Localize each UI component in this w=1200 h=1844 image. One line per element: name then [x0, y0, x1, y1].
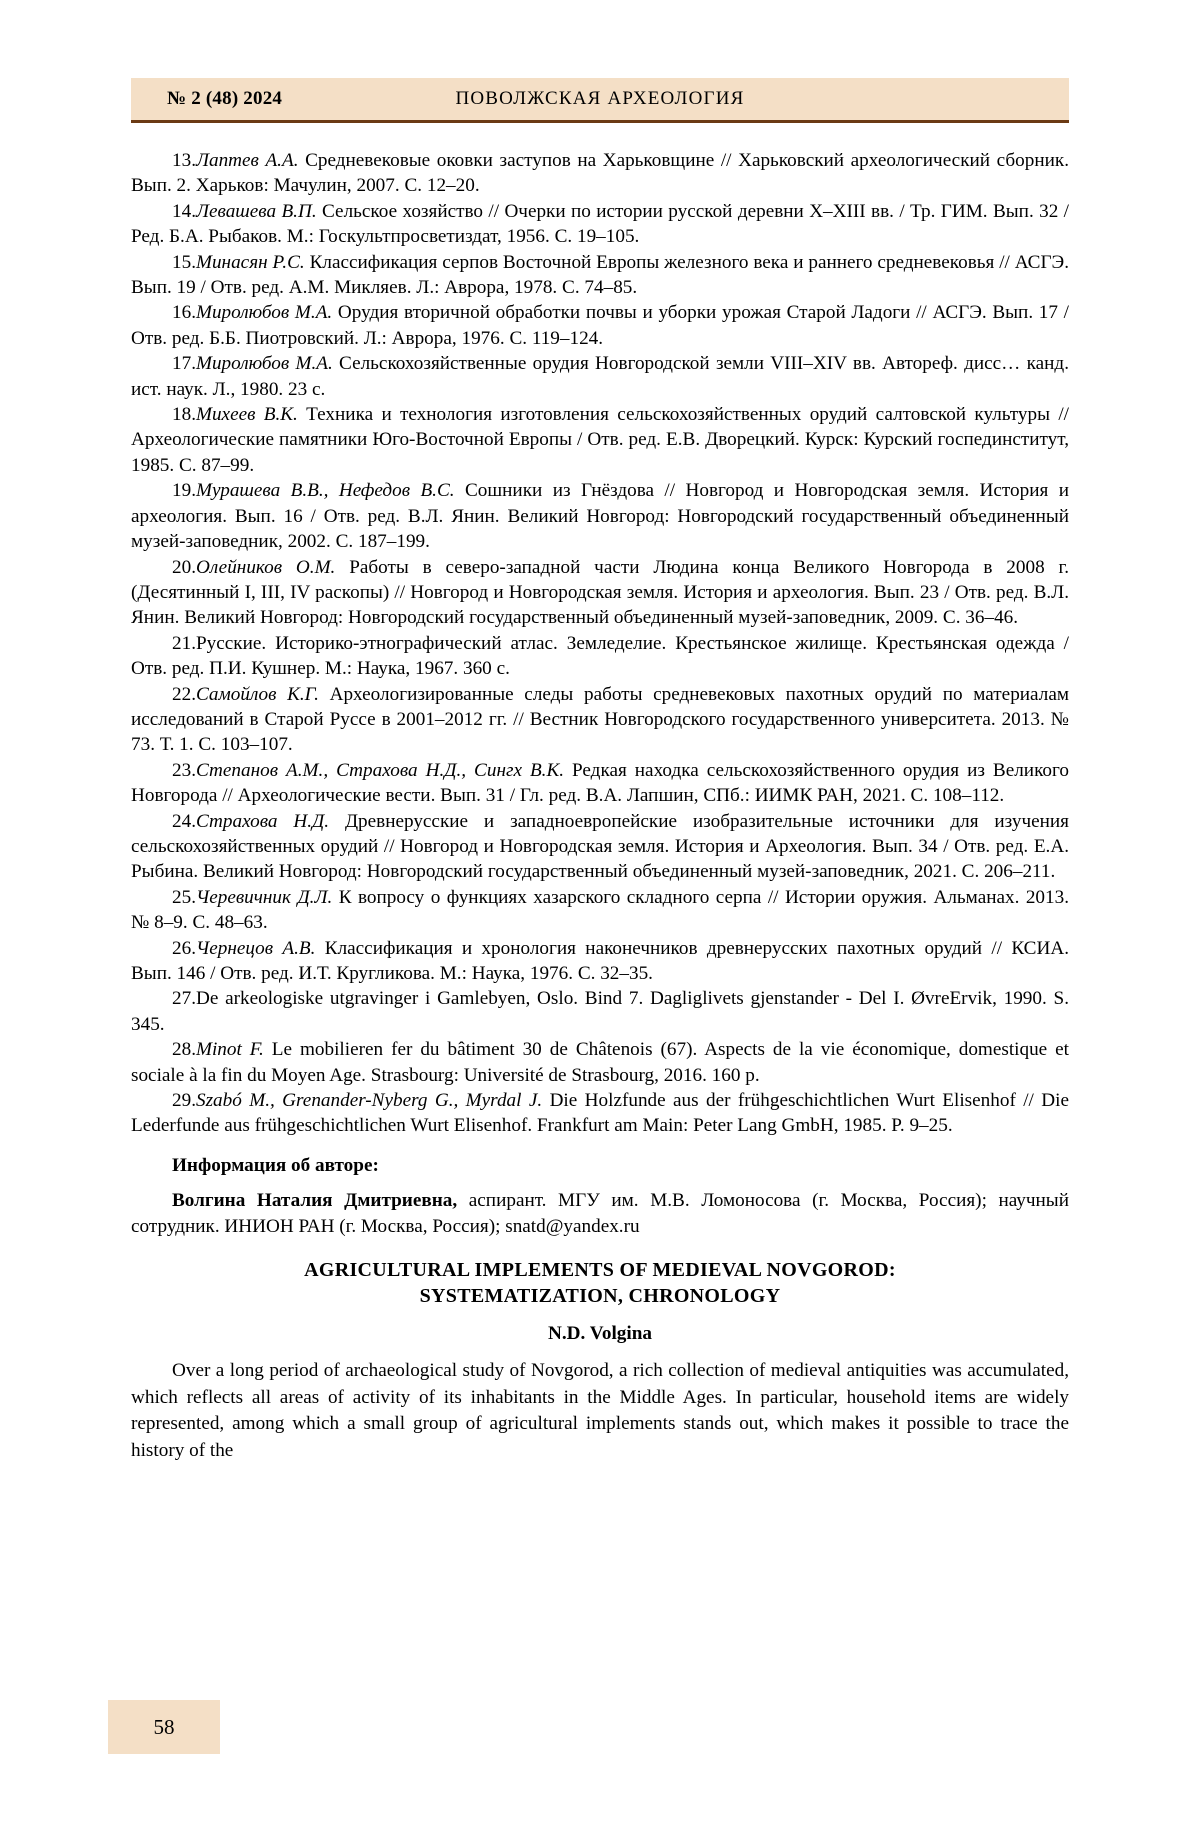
reference-item — [131, 1088, 1069, 1139]
reference-number: 18. — [172, 404, 196, 426]
reference-number: 28. — [172, 1039, 196, 1061]
english-abstract: Over a long period of archaeological study of Novgorod, a rich collection of medieval antiquities was accumulated, which reflects all areas of activity of its inhabitants in the Middle Ages. In particular, household items are widely represented, among which a small group of agricultural implements stands out, which makes it possible to trace the history of the — [131, 1360, 1069, 1461]
author-info — [131, 1188, 1069, 1239]
reference-text: Средневековые оковки заступов на Харьковщине // Харьковский археологический сборник. Вып. 2. Харьков: Мачулин, 2007. С. 12–20. — [131, 150, 1070, 197]
reference-number: 20. — [172, 556, 196, 578]
english-title-line-2: SYSTEMATIZATION, CHRONOLOGY — [419, 1285, 781, 1308]
reference-item — [131, 936, 1069, 987]
reference-author: Минасян Р.С. — [195, 251, 305, 273]
reference-author: Олейников О.М. — [195, 556, 336, 578]
reference-item — [131, 682, 1069, 758]
reference-text: Классификация и хронология наконечников древнерусских пахотных орудий // КСИА. Вып. 146 / Отв. ред. И.Т. Кругликова. М.: Наука, 1976. С. 32–35. — [131, 937, 1069, 984]
reference-item — [131, 402, 1069, 478]
running-head — [131, 78, 1069, 120]
reference-text: Сельское хозяйство // Очерки по истории русской деревни X–XIII вв. / Тр. ГИМ. Вып. 32 / Ред. Б.А. Рыбаков. М.: Госкультпросветиздат, 1956. С. 19–105. — [131, 200, 1070, 248]
reference-number: 19. — [172, 480, 196, 502]
reference-author: Михеев В.К. — [195, 404, 298, 426]
reference-text: Редкая находка сельскохозяйственного орудия из Великого Новгорода // Археологические вести. Вып. 31 / Гл. ред. В.А. Лапшин, СПб.: ИИМК РАН, 2021. С. 108–112. — [131, 759, 1069, 807]
reference-list — [131, 148, 1069, 1464]
reference-item — [131, 631, 1069, 682]
reference-number: 29. — [172, 1090, 196, 1112]
author-name: Волгина Наталия Дмитриевна, — [172, 1190, 458, 1212]
reference-text: Классификация серпов Восточной Европы железного века и раннего средневековья // АСГЭ. Вып. 19 / Отв. ред. А.М. Микляев. Л.: Аврора, 1978. С. 74–85. — [131, 251, 1069, 299]
reference-author: Миролюбов М.А. — [195, 353, 333, 375]
reference-text: Древнерусские и западноевропейские изобразительные источники для изучения сельскохозяйственных орудий // Новгород и Новгородская земля. История и Археология. Вып. 34 / Отв. ред. Е.А. Рыбина. Великий Новгород: Новгородский государственный объединенный музей-заповедник, 2021. С. 206–211. — [131, 810, 1069, 883]
reference-number: 24. — [172, 810, 196, 832]
reference-item — [131, 250, 1069, 301]
reference-item — [131, 478, 1069, 554]
reference-text: Le mobilieren fer du bâtiment 30 de Châtenois (67). Aspects de la vie économique, domestique et sociale à la fin du Moyen Age. Strasbourg: Université de Strasbourg, 2016. 160 p. — [131, 1039, 1069, 1086]
reference-item — [131, 758, 1069, 809]
reference-author: Страхова Н.Д. — [195, 810, 330, 832]
reference-author: Степанов А.М., Страхова Н.Д., Сингх В.К. — [195, 759, 565, 781]
reference-author: Szabó M., Grenander-Nyberg G., Myrdal J. — [195, 1090, 543, 1112]
reference-item — [131, 351, 1069, 402]
header-divider — [131, 120, 1069, 123]
reference-author: Черевичник Д.Л. — [195, 886, 333, 908]
reference-text: Die Holzfunde aus der frühgeschichtlichen Wurt Elisenhof // Die Lederfunde aus frühgeschichtlichen Wurt Elisenhof. Frankfurt am Main: Peter Lang GmbH, 1985. P. 9–25. — [131, 1090, 1069, 1137]
author-info-heading: Информация об авторе: — [172, 1154, 379, 1176]
reference-author: Миролюбов М.А. — [195, 302, 333, 324]
reference-author: Чернецов А.В. — [195, 937, 316, 959]
reference-number: 25. — [172, 886, 196, 908]
reference-number: 26. — [172, 937, 196, 959]
reference-author: Самойлов К.Г. — [195, 683, 319, 705]
reference-item — [131, 809, 1069, 885]
journal-title: ПОВОЛЖСКАЯ АРХЕОЛОГИЯ — [455, 88, 745, 109]
author-affiliation: аспирант. МГУ им. М.В. Ломоносова (г. Москва, Россия); научный сотрудник. ИНИОН РАН (г. Москва, Россия); snatd@yandex.ru — [131, 1190, 1069, 1237]
reference-text: Техника и технология изготовления сельскохозяйственных орудий салтовской культуры // Археологические памятники Юго-Восточной Европы / Отв. ред. Е.В. Дворецкий. Курск: Курский госпединститут, 1985. С. 87–99. — [131, 404, 1069, 476]
reference-author: Лаптев А.А. — [195, 150, 299, 171]
reference-number: 16. — [172, 302, 196, 324]
reference-text: Археологизированные следы работы средневековых пахотных орудий по материалам исследований в Старой Руссе в 2001–2012 гг. // Вестник Новгородского государственного университета. 2013. № 73. Т. 1. С. 103–107. — [131, 683, 1069, 756]
reference-text: Орудия вторичной обработки почвы и уборки урожая Старой Ладоги // АСГЭ. Вып. 17 / Отв. ред. Б.Б. Пиотровский. Л.: Аврора, 1976. С. 119–124. — [131, 302, 1069, 349]
reference-number: 14. — [172, 200, 196, 222]
reference-item — [131, 885, 1069, 936]
reference-number: 22. — [172, 683, 196, 705]
english-title — [131, 1257, 1069, 1309]
reference-item — [131, 148, 1069, 199]
reference-text: De arkeologiske utgravinger i Gamlebyen, Oslo. Bind 7. Dagliglivets gjenstander - Del I. ØvreErvik, 1990. S. 345. — [131, 988, 1069, 1035]
reference-author: Minot F. — [195, 1039, 264, 1061]
reference-text: Работы в северо-западной части Людина конца Великого Новгорода в 2008 г. (Десятинный I, III, IV раскопы) // Новгород и Новгородская земля. История и археология. Вып. 23 / Отв. ред. В.Л. Янин. Великий Новгород: Новгородский государственный объединенный музей-заповедник, 2009. С. 36–46. — [131, 556, 1069, 629]
reference-text: Сошники из Гнёздова // Новгород и Новгородская земля. История и археология. Вып. 16 / Отв. ред. В.Л. Янин. Великий Новгород: Новгородский государственный объединенный музей-заповедник, 2002. С. 187–199. — [131, 480, 1069, 553]
english-title-line-1: AGRICULTURAL IMPLEMENTS OF MEDIEVAL NOVGOROD: — [304, 1259, 896, 1282]
reference-item — [131, 300, 1069, 351]
reference-item — [131, 1037, 1069, 1088]
reference-text: Сельскохозяйственные орудия Новгородской земли VIII–XIV вв. Автореф. дисс… канд. ист. наук. Л., 1980. 23 с. — [131, 353, 1069, 400]
page-number: 58 — [153, 1714, 175, 1739]
reference-number: 17. — [172, 353, 196, 375]
reference-item — [131, 986, 1069, 1037]
reference-author: Мурашева В.В., Нефедов В.С. — [195, 480, 455, 502]
reference-text: Русские. Историко-этнографический атлас. Земледелие. Крестьянское жилище. Крестьянская одежда / Отв. ред. П.И. Кушнер. М.: Наука, 1967. 360 с. — [131, 632, 1069, 680]
reference-number: 15. — [172, 251, 196, 273]
reference-author: Левашева В.П. — [195, 200, 317, 222]
reference-item — [131, 199, 1069, 250]
reference-number: 21. — [172, 632, 196, 654]
reference-number: 27. — [172, 988, 196, 1010]
reference-number: 23. — [172, 759, 196, 781]
reference-text: К вопросу о функциях хазарского складного серпа // Истории оружия. Альманах. 2013. № 8–9. С. 48–63. — [131, 886, 1070, 934]
reference-number: 13. — [172, 150, 196, 171]
reference-item — [131, 555, 1069, 631]
issue-number: № 2 (48) 2024 — [167, 88, 283, 109]
english-author: N.D. Volgina — [548, 1323, 652, 1345]
